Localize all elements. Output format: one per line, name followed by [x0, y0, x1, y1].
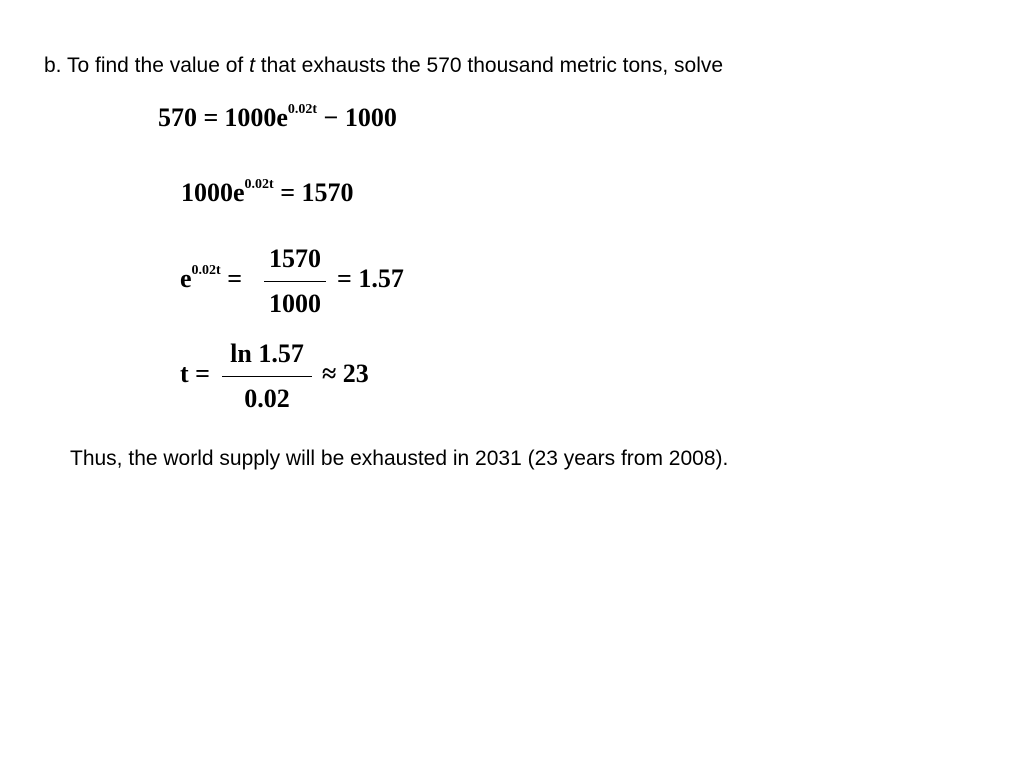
equation-1 [158, 102, 397, 132]
conclusion-text: Thus, the world supply will be exhausted in 2031 (23 years from 2008). [70, 447, 729, 470]
eq1-coef: 1000 [224, 103, 277, 132]
eq1-base: e [276, 103, 288, 132]
fraction-bar [264, 281, 326, 282]
eq1-lhs: 570 = [158, 103, 219, 132]
eq3-equals: = [227, 264, 243, 293]
equation-3-lhs [180, 263, 243, 293]
eq2-coef: 1000 [181, 178, 233, 207]
eq4-result [322, 361, 369, 387]
intro-variable: t [249, 54, 255, 77]
eq1-rest: − 1000 [323, 103, 397, 132]
eq3-result [337, 266, 404, 292]
eq3-rest: = 1.57 [337, 264, 404, 293]
equation-4-lhs [180, 361, 210, 387]
eq2-base: e [233, 178, 245, 207]
eq2-exponent: 0.02t [244, 177, 274, 192]
eq3-denominator: 1000 [269, 289, 321, 318]
eq1-exponent: 0.02t [287, 102, 318, 117]
eq3-base: e [180, 264, 192, 293]
eq4-fraction [222, 341, 312, 412]
intro-prefix: b. To find the value of [44, 54, 250, 77]
eq4-numerator: ln 1.57 [230, 339, 304, 368]
fraction-bar [222, 376, 312, 377]
eq4-lhs: t = [180, 359, 210, 388]
eq3-exponent: 0.02t [191, 263, 221, 278]
eq4-rest: ≈ 23 [322, 359, 369, 388]
eq3-fraction [264, 246, 326, 317]
eq3-numerator: 1570 [269, 244, 321, 273]
eq4-denominator: 0.02 [244, 384, 290, 413]
eq2-rest: = 1570 [280, 178, 354, 207]
intro-line [44, 54, 723, 78]
equation-2 [181, 177, 354, 207]
intro-suffix: that exhausts the 570 thousand metric tons, solve [254, 54, 724, 77]
